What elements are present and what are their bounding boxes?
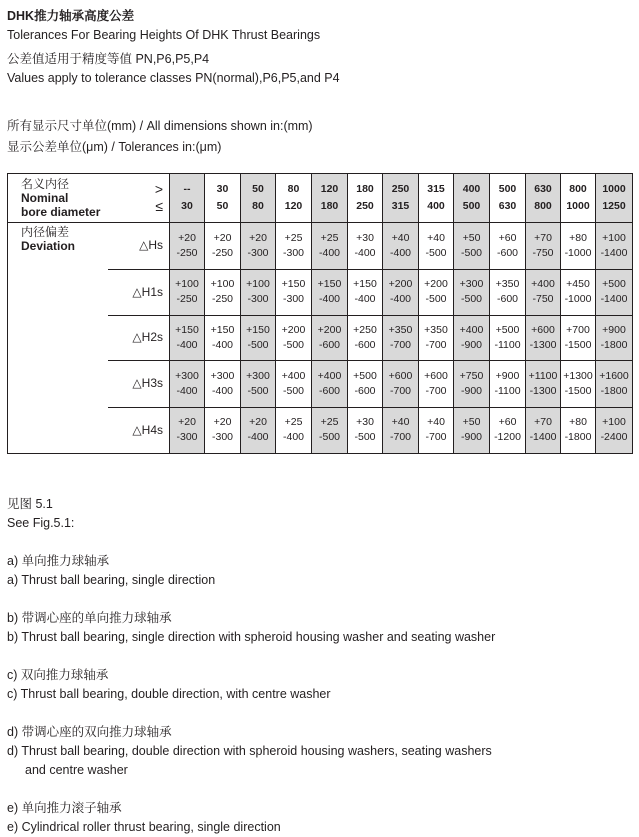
lower-deviation: -400 (354, 246, 376, 259)
bore-range-cell (170, 174, 205, 223)
note-item-cn: c) 双向推力球轴承 (7, 668, 109, 682)
upper-deviation: +200 (281, 323, 306, 336)
bore-range-cell (241, 174, 276, 223)
bore-label (8, 174, 108, 223)
bore-range-cell (419, 174, 454, 223)
tolerance-cell (419, 223, 454, 270)
bore-upto: 250 (356, 200, 374, 212)
lower-deviation: -300 (282, 246, 304, 259)
bore-range-cell (276, 174, 312, 223)
tolerance-cell (383, 315, 419, 360)
upper-deviation: +150 (281, 278, 306, 290)
lower-deviation: -500 (354, 431, 376, 444)
upper-deviation: +200 (424, 278, 448, 290)
lower-deviation: -250 (176, 293, 198, 305)
upper-deviation: +70 (534, 416, 552, 429)
tolerance-cell (454, 269, 490, 315)
bore-upto: 800 (534, 200, 552, 212)
tolerance-cell (561, 223, 596, 270)
bore-upto: 80 (252, 200, 264, 212)
deviation-symbol: △H2s (108, 315, 170, 360)
lower-deviation: -250 (211, 293, 233, 305)
tolerance-cell (241, 269, 276, 315)
tolerance-cell (241, 360, 276, 407)
upper-deviation: +60 (498, 231, 517, 244)
upper-deviation: +500 (602, 278, 626, 290)
upper-deviation: +80 (569, 231, 587, 244)
upper-deviation: +400 (317, 369, 342, 382)
note-item-cn: a) 单向推力球轴承 (7, 554, 110, 568)
tolerance-cell (312, 360, 348, 407)
upper-deviation: +900 (602, 323, 626, 336)
upper-deviation: +600 (424, 369, 448, 382)
tolerance-cell (348, 269, 383, 315)
lower-deviation: -600 (354, 384, 376, 397)
lower-deviation: -400 (211, 338, 233, 351)
bore-range-cell (596, 174, 633, 223)
upper-deviation: +400 (459, 323, 484, 336)
see-figure-cn: 见图 5.1 (7, 497, 53, 511)
tolerance-cell (419, 360, 454, 407)
tolerance-cell (170, 269, 205, 315)
bore-over: 500 (498, 183, 517, 195)
tolerance-cell (454, 360, 490, 407)
tolerance-cell (526, 315, 561, 360)
tolerance-cell (276, 407, 312, 454)
deviation-label (8, 223, 108, 270)
lower-deviation: -300 (247, 246, 269, 259)
deviation-symbol: △H3s (108, 360, 170, 407)
upper-deviation: +150 (353, 278, 377, 290)
bore-upto: 1250 (602, 200, 626, 212)
bore-upto: 500 (462, 200, 481, 212)
upper-deviation: +70 (534, 231, 552, 244)
lower-deviation: -1800 (600, 384, 628, 397)
upper-deviation: +50 (462, 231, 481, 244)
lower-deviation: -1400 (600, 246, 628, 259)
tolerance-cell (561, 315, 596, 360)
lower-deviation: -600 (496, 246, 518, 259)
bore-over: 800 (569, 183, 587, 195)
tolerance-cell (454, 407, 490, 454)
tolerance-cell (526, 269, 561, 315)
bore-upto: 630 (498, 200, 517, 212)
lower-deviation: -400 (282, 431, 304, 444)
lower-deviation: -750 (532, 246, 554, 259)
lower-deviation: -700 (425, 384, 447, 397)
deviation-label (8, 269, 108, 315)
tolerance-cell (490, 407, 526, 454)
upper-deviation: +20 (213, 231, 232, 244)
upper-deviation: +1100 (528, 369, 558, 382)
upper-deviation: +25 (320, 416, 339, 429)
bore-over: 80 (287, 183, 300, 195)
upper-deviation: +40 (391, 231, 410, 244)
apply-cn: 公差值适用于精度等值 PN,P6,P5,P4 (7, 52, 210, 66)
bore-range-cell (454, 174, 490, 223)
tolerance-cell (490, 315, 526, 360)
tolerance-cell (312, 315, 348, 360)
lower-deviation: -400 (176, 384, 198, 397)
lower-deviation: -900 (460, 384, 482, 397)
upper-deviation: +80 (569, 416, 587, 429)
deviation-symbol: △Hs (108, 223, 170, 270)
tolerance-cell (205, 223, 241, 270)
tolerance-cell (205, 407, 241, 454)
lower-deviation: -250 (211, 246, 233, 259)
lower-deviation: -500 (425, 293, 447, 305)
upper-deviation: +20 (178, 231, 196, 244)
tolerance-cell (419, 407, 454, 454)
lower-deviation: -300 (176, 431, 198, 444)
tolerance-cell (454, 223, 490, 270)
lower-deviation: -750 (532, 293, 554, 305)
tolerance-cell (170, 223, 205, 270)
tolerance-cell (170, 315, 205, 360)
lower-deviation: -1100 (494, 338, 521, 351)
lower-deviation: -700 (389, 338, 411, 351)
lower-deviation: -500 (460, 246, 482, 259)
note-item-en: a) Thrust ball bearing, single direction (7, 573, 216, 587)
upper-deviation: +350 (424, 323, 448, 336)
lower-deviation: -1000 (564, 246, 592, 259)
bore-over: 315 (427, 183, 445, 195)
lower-deviation: -700 (425, 338, 447, 351)
tolerance-cell (312, 223, 348, 270)
lower-deviation: -1200 (494, 431, 521, 444)
bore-label-en2: bore diameter (21, 205, 101, 219)
tolerance-cell (454, 315, 490, 360)
note-item-cn: d) 带调心座的双向推力球轴承 (7, 725, 172, 739)
tolerance-cell (383, 269, 419, 315)
bore-range-cell (348, 174, 383, 223)
tolerance-cell (419, 315, 454, 360)
upper-deviation: +150 (175, 323, 199, 336)
deviation-label-en: Deviation (21, 239, 76, 253)
upper-deviation: +600 (531, 323, 555, 336)
bore-range-cell (383, 174, 419, 223)
upper-deviation: +350 (495, 278, 520, 290)
title-cn: DHK推力轴承高度公差 (7, 9, 135, 23)
upper-deviation: +300 (459, 278, 484, 290)
upper-deviation: +600 (388, 369, 413, 382)
bore-over: -- (183, 183, 191, 195)
tolerance-cell (596, 223, 633, 270)
upper-deviation: +100 (246, 278, 270, 290)
tolerance-cell (561, 360, 596, 407)
upper-deviation: +20 (213, 416, 232, 429)
upper-deviation: +250 (353, 323, 377, 336)
tolerance-cell (241, 223, 276, 270)
upper-deviation: +25 (284, 416, 303, 429)
lower-deviation: -400 (318, 293, 340, 305)
tolerance-cell (526, 223, 561, 270)
lower-deviation: -1500 (564, 338, 592, 351)
note-item-cn: b) 带调心座的单向推力球轴承 (7, 611, 172, 625)
upper-deviation: +300 (246, 369, 270, 382)
bore-upto: 30 (181, 200, 193, 212)
lower-deviation: -300 (247, 293, 269, 305)
tolerance-cell (561, 407, 596, 454)
upper-deviation: +100 (602, 416, 626, 429)
tolerance-cell (205, 269, 241, 315)
bore-over: 50 (252, 183, 264, 195)
tolerance-cell (490, 269, 526, 315)
upper-deviation: +20 (249, 416, 267, 429)
upper-deviation: +40 (391, 416, 410, 429)
lower-deviation: -900 (460, 431, 482, 444)
lower-deviation: -300 (211, 431, 233, 444)
bore-label-cn: 名义内径 (21, 177, 70, 191)
lower-deviation: -400 (247, 431, 269, 444)
lower-deviation: -250 (176, 246, 198, 259)
tolerance-cell (526, 407, 561, 454)
lower-deviation: -1300 (529, 384, 557, 397)
bore-over: 1000 (602, 183, 626, 195)
upper-deviation: +150 (317, 278, 342, 290)
lower-deviation: -1400 (529, 431, 557, 444)
lower-deviation: -500 (460, 293, 482, 305)
deviation-label (8, 360, 108, 407)
apply-en: Values apply to tolerance classes PN(normal),P6,P5,and P4 (7, 71, 340, 85)
bore-over: 400 (462, 183, 481, 195)
bore-range-cell (526, 174, 561, 223)
upper-deviation: +100 (210, 278, 235, 290)
lower-deviation: -1300 (529, 338, 557, 351)
lower-deviation: -500 (282, 338, 304, 351)
bore-over: 30 (216, 183, 229, 195)
lower-deviation: -600 (354, 338, 376, 351)
header-row (8, 174, 633, 223)
tolerance-cell (383, 360, 419, 407)
tolerance-cell (348, 223, 383, 270)
lower-deviation: -1800 (600, 338, 628, 351)
tolerance-cell (276, 360, 312, 407)
note-item-en: e) Cylindrical roller thrust bearing, single direction (7, 820, 281, 834)
upper-deviation: +300 (175, 369, 199, 382)
tolerance-cell (205, 360, 241, 407)
tolerance-cell (419, 269, 454, 315)
note-item-en-continued: and centre washer (25, 763, 128, 777)
upper-deviation: +900 (495, 369, 520, 382)
tolerance-cell (490, 223, 526, 270)
upper-deviation: +150 (246, 323, 270, 336)
lower-deviation: -1100 (494, 384, 521, 397)
upper-deviation: +700 (566, 323, 590, 336)
title-en: Tolerances For Bearing Heights Of DHK Thrust Bearings (7, 28, 321, 42)
range-symbols (108, 174, 170, 223)
deviation-row (8, 407, 633, 454)
tolerance-cell (276, 269, 312, 315)
note-item-en: c) Thrust ball bearing, double direction, with centre washer (7, 687, 331, 701)
deviation-label (8, 407, 108, 454)
upper-deviation: +750 (459, 369, 484, 382)
bore-range-cell (561, 174, 596, 223)
upper-deviation: +400 (281, 369, 306, 382)
lower-deviation: -700 (389, 384, 411, 397)
lower-deviation: -600 (496, 293, 518, 305)
bore-upto: 50 (216, 200, 229, 212)
lower-deviation: -1800 (564, 431, 592, 444)
upper-deviation: +200 (317, 323, 342, 336)
tolerance-cell (241, 407, 276, 454)
tolerance-cell (561, 269, 596, 315)
upper-deviation: +100 (602, 231, 626, 244)
tolerance-cell (490, 360, 526, 407)
upper-deviation: +150 (210, 323, 235, 336)
upper-deviation: +30 (356, 416, 374, 429)
upper-deviation: +25 (284, 231, 303, 244)
tolerance-cell (596, 269, 633, 315)
upper-deviation: +400 (531, 278, 555, 290)
tolerance-cell (312, 269, 348, 315)
bore-upto: 180 (320, 200, 339, 212)
deviation-row (8, 315, 633, 360)
lower-deviation: -1400 (600, 293, 628, 305)
upper-deviation: +1300 (563, 369, 593, 382)
lower-deviation: -1500 (564, 384, 592, 397)
bore-upto: 1000 (566, 200, 590, 212)
lower-deviation: -400 (318, 246, 340, 259)
note-item-en: b) Thrust ball bearing, single direction with spheroid housing washer and seating washer (7, 630, 496, 644)
upper-deviation: +300 (210, 369, 235, 382)
tolerance-cell (312, 407, 348, 454)
upper-deviation: +450 (566, 278, 590, 290)
tolerance-cell (276, 315, 312, 360)
tolerance-cell (383, 407, 419, 454)
note-item-cn: e) 单向推力滚子轴承 (7, 801, 122, 815)
tolerance-cell (348, 360, 383, 407)
bore-upto: 400 (427, 200, 445, 212)
lower-deviation: -500 (425, 246, 447, 259)
tolerance-cell (596, 407, 633, 454)
upper-deviation: +1600 (599, 369, 629, 382)
lower-deviation: -400 (211, 384, 233, 397)
lower-deviation: -500 (318, 431, 340, 444)
upper-deviation: +500 (353, 369, 377, 382)
note-item-en: d) Thrust ball bearing, double direction with spheroid housing washers, seating washers (7, 744, 492, 758)
upper-deviation: +20 (178, 416, 196, 429)
deviation-row (8, 223, 633, 270)
tolerance-cell (383, 223, 419, 270)
tolerance-cell (241, 315, 276, 360)
upper-deviation: +60 (498, 416, 517, 429)
lower-deviation: -1000 (564, 293, 592, 305)
tolerance-cell (596, 360, 633, 407)
upper-deviation: +30 (356, 231, 374, 244)
lower-deviation: -400 (176, 338, 198, 351)
tolerance-cell (276, 223, 312, 270)
upper-deviation: +40 (427, 231, 445, 244)
upper-deviation: +20 (249, 231, 267, 244)
tolerance-cell (205, 315, 241, 360)
bore-upto: 315 (391, 200, 410, 212)
lower-deviation: -500 (247, 384, 269, 397)
deviation-row (8, 269, 633, 315)
tolerance-cell (348, 315, 383, 360)
bore-upto: 120 (284, 200, 303, 212)
upper-deviation: +500 (495, 323, 520, 336)
bore-over: 250 (391, 183, 410, 195)
tolerance-cell (170, 407, 205, 454)
deviation-label (8, 315, 108, 360)
tolerance-table (7, 173, 633, 454)
bore-over: 180 (356, 183, 374, 195)
bore-range-cell (312, 174, 348, 223)
deviation-symbol: △H4s (108, 407, 170, 454)
lower-deviation: -500 (247, 338, 269, 351)
lower-deviation: -700 (389, 431, 411, 444)
lower-deviation: -400 (354, 293, 376, 305)
deviation-symbol: △H1s (108, 269, 170, 315)
deviation-row (8, 360, 633, 407)
dimension-unit-note: 所有显示尺寸单位(mm) / All dimensions shown in:(mm) (7, 119, 313, 133)
tolerance-cell (170, 360, 205, 407)
upper-deviation: +50 (462, 416, 481, 429)
tolerance-cell (348, 407, 383, 454)
upper-deviation: +350 (388, 323, 413, 336)
lower-deviation: -400 (389, 293, 411, 305)
upper-deviation: +100 (175, 278, 199, 290)
bore-label-en1: Nominal (21, 191, 69, 205)
upper-deviation: +25 (320, 231, 339, 244)
lower-deviation: -900 (460, 338, 482, 351)
lower-deviation: -300 (282, 293, 304, 305)
lower-deviation: -2400 (600, 431, 628, 444)
gt-symbol: > (154, 181, 163, 197)
bore-over: 630 (534, 183, 552, 195)
bore-range-cell (205, 174, 241, 223)
lower-deviation: -500 (282, 384, 304, 397)
tolerance-cell (526, 360, 561, 407)
bore-over: 120 (320, 183, 339, 195)
lower-deviation: -700 (425, 431, 447, 444)
deviation-label-cn: 内径偏差 (21, 225, 70, 239)
lower-deviation: -400 (389, 246, 411, 259)
lower-deviation: -600 (318, 384, 340, 397)
lower-deviation: -600 (318, 338, 340, 351)
bore-range-cell (490, 174, 526, 223)
see-figure-en: See Fig.5.1: (7, 516, 75, 530)
tolerance-unit-note: 显示公差单位(μm) / Tolerances in:(μm) (7, 140, 222, 154)
upper-deviation: +40 (427, 416, 445, 429)
le-symbol: ≤ (155, 198, 163, 214)
upper-deviation: +200 (388, 278, 413, 290)
tolerance-cell (596, 315, 633, 360)
